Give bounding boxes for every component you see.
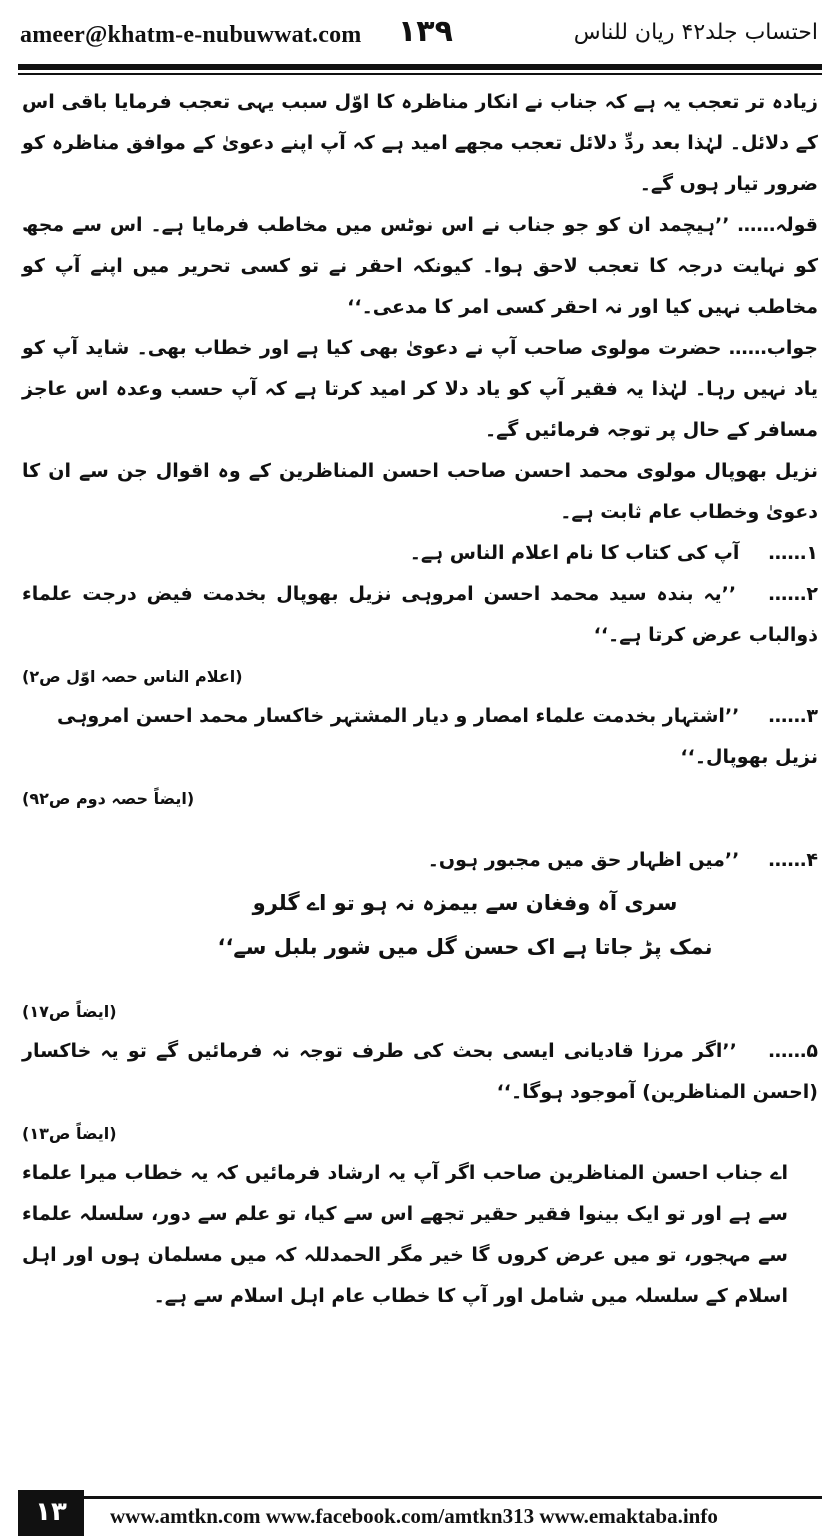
header-rule-thick xyxy=(18,64,822,70)
paragraph-1: زیادہ تر تعجب یہ ہے کہ جناب نے انکار مناظرہ کا اوّل سبب یہی تعجب فرمایا باقی اس کے دلائل۔ لہٰذا بعد ردِّ دلائل تعجب مجھے امید ہے کہ آپ اپنے دعویٰ کے موافق مناظرہ کو ضرور تیار ہوں گے۔ xyxy=(22,91,818,195)
list-item-4 xyxy=(22,840,818,881)
paragraph-5: اے جناب احسن المناظرین صاحب اگر آپ یہ ارشاد فرمائیں کہ یہ خطاب میرا علماء سے ہے اور تو ایک بینوا فقیر حقیر تجھے اس سے کیا، تو علم سے دور، سلسلہ علماء سے مہجور، تو میں عرض کروں گا خیر مگر الحمدللہ کہ میں مسلمان ہوں اور اہل اسلام کے سلسلہ میں شامل اور آپ کا خطاب عام اہل اسلام سے ہے۔ xyxy=(22,1162,788,1307)
footer-links: www.amtkn.com www.facebook.com/amtkn313 www.emaktaba.info xyxy=(110,1504,718,1528)
page-header xyxy=(0,0,840,64)
list-item-5 xyxy=(22,1031,818,1113)
spacer xyxy=(22,969,818,991)
couplet-line-2: نمک پڑ جاتا ہے اک حسن گل میں شور بلبل سے‘‘ xyxy=(217,935,713,959)
list-item-2 xyxy=(22,574,818,656)
page-body xyxy=(22,82,818,1472)
couplet-line-1: سری آہ وفغان سے بیمزہ نہ ہو تو اے گلرو xyxy=(252,891,678,915)
item-3-citation: (ایضاً حصہ دوم ص۹۲) xyxy=(22,789,195,808)
paragraph-3-answer: جواب…… حضرت مولوی صاحب آپ نے دعویٰ بھی کیا ہے اور خطاب بھی۔ شاید آپ کو یاد نہیں رہا۔ لہٰذا یہ فقیر آپ کو یاد دلا کر امید کرتا ہے کہ آپ حسب وعدہ اس عاجز مسافر کے حال پر توجہ فرمائیں گے۔ xyxy=(22,337,818,441)
header-email: ameer@khatm-e-nubuwwat.com xyxy=(20,22,362,48)
item-1-number: ۱…… xyxy=(768,542,818,564)
item-5-text: ’’اگر مرزا قادیانی ایسی بحث کی طرف توجہ نہ فرمائیں گے تو یہ خاکسار (احسن المناظرین) آموجود ہوگا۔‘‘ xyxy=(22,1040,818,1103)
item-5-number: ۵…… xyxy=(768,1040,818,1062)
item-2-number: ۲…… xyxy=(768,583,818,605)
paragraph-2-quote: قولہ…… ’’ہیچمد ان کو جو جناب نے اس نوٹس میں مخاطب فرمایا ہے۔ اس سے مجھ کو نہایت درجہ کا تعجب لاحق ہوا۔ کیونکہ احقر نے تو کسی تحریر میں اپنے آپ کو مخاطب نہیں کیا اور نہ احقر کسی امر کا مدعی۔‘‘ xyxy=(22,214,818,318)
item-2-text: ’’یہ بندہ سید محمد احسن امروہی نزیل بھوپال بخدمت فیض درجت علماء ذوالباب عرض کرتا ہے۔‘‘ xyxy=(22,583,818,646)
item-4-number: ۴…… xyxy=(768,849,818,871)
paragraph-4-intro: نزیل بھوپال مولوی محمد احسن صاحب احسن المناظرین کے وہ اقوال جن سے ان کا دعویٰ وخطاب عام ثابت ہے۔ xyxy=(22,460,818,523)
item-4-text: ’’میں اظہار حق میں مجبور ہوں۔ xyxy=(427,849,740,871)
item-2-citation: (اعلام الناس حصہ اوّل ص۲) xyxy=(22,667,243,686)
item-4-citation: (ایضاً ص۱۷) xyxy=(22,1002,117,1021)
footer-page-badge: ۱۳ xyxy=(18,1490,84,1536)
item-3-text: ’’اشتہار بخدمت علماء امصار و دیار المشتہر خاکسار محمد احسن امروہی نزیل بھوپال۔‘‘ xyxy=(57,705,818,768)
item-5-citation: (ایضاً ص۱۳) xyxy=(22,1124,117,1143)
running-title: احتساب جلد۴۲ ریان للناس xyxy=(573,20,818,45)
item-1-text: آپ کی کتاب کا نام اعلام الناس ہے۔ xyxy=(409,542,740,564)
page-number: ۱۳۹ xyxy=(398,14,453,49)
footer-rule xyxy=(84,1496,822,1499)
list-item-3 xyxy=(22,696,818,778)
spacer xyxy=(22,818,818,840)
header-rule-thin xyxy=(18,73,822,75)
list-item-1 xyxy=(22,533,818,574)
item-3-number: ۳…… xyxy=(768,705,818,727)
page-footer xyxy=(0,1490,840,1540)
